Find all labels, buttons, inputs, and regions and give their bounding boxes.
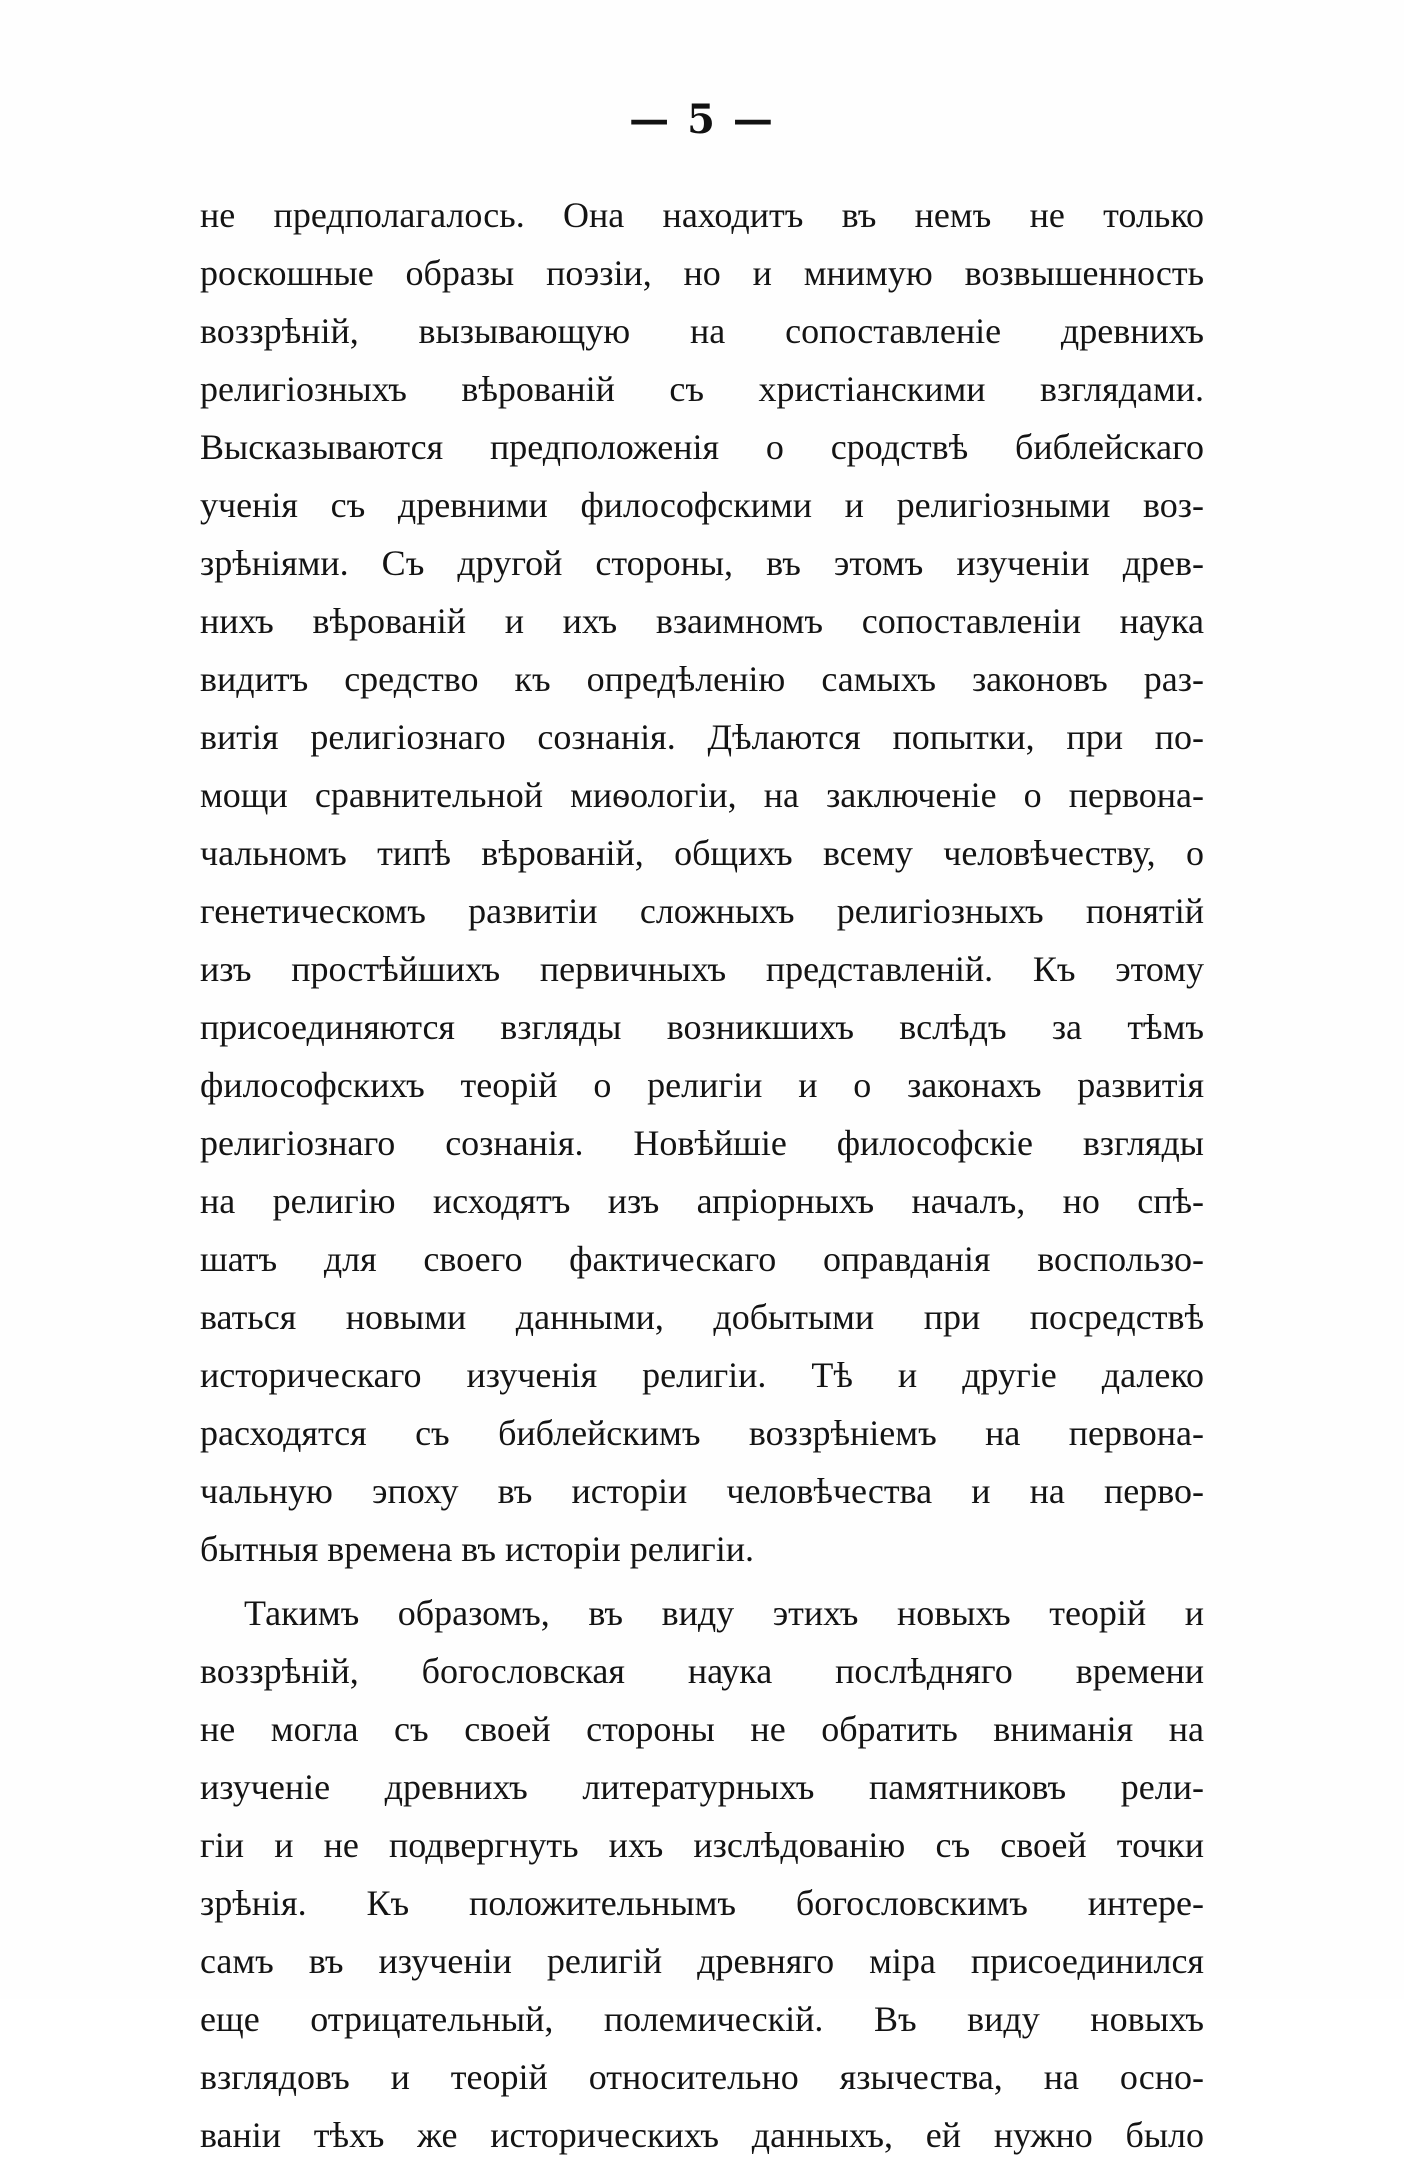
text-line: изъ простѣйшихъ первичныхъ представленій. Къ этому <box>200 949 1204 989</box>
paragraph-2 <box>200 1584 1204 2164</box>
text-line: генетическомъ развитіи сложныхъ религіозныхъ понятій <box>200 891 1204 931</box>
text-line: ваніи тѣхъ же историческихъ данныхъ, ей нужно было <box>200 2115 1204 2155</box>
text-line: шатъ для своего фактическаго оправданія воспользо- <box>200 1239 1204 1279</box>
text-line: еще отрицательный, полемическій. Въ виду новыхъ <box>200 1999 1204 2039</box>
text-line: мощи сравнительной миѳологіи, на заключеніе о первона- <box>200 775 1204 815</box>
body-text <box>200 186 1204 2164</box>
text-line: не предполагалось. Она находитъ въ немъ не только <box>200 195 1204 235</box>
text-line: не могла съ своей стороны не обратить вниманія на <box>200 1709 1204 1749</box>
text-line: Высказываются предположенія о сродствѣ библейскаго <box>200 427 1204 467</box>
text-line: самъ въ изученіи религій древняго міра присоединился <box>200 1941 1204 1981</box>
text-line: воззрѣній, вызывающую на сопоставленіе древнихъ <box>200 311 1204 351</box>
text-line: витія религіознаго сознанія. Дѣлаются попытки, при по- <box>200 717 1204 757</box>
text-line: ученія съ древними философскими и религіозными воз- <box>200 485 1204 525</box>
text-line: зрѣніями. Съ другой стороны, въ этомъ изученіи древ- <box>200 543 1204 583</box>
text-line: изученіе древнихъ литературныхъ памятниковъ рели- <box>200 1767 1204 1807</box>
text-line: гіи и не подвергнуть ихъ изслѣдованію съ своей точки <box>200 1825 1204 1865</box>
text-line: философскихъ теорій о религіи и о законахъ развитія <box>200 1065 1204 1105</box>
text-line: чальную эпоху въ исторіи человѣчества и на перво- <box>200 1471 1204 1511</box>
text-line: религіознаго сознанія. Новѣйшіе философскіе взгляды <box>200 1123 1204 1163</box>
text-line: историческаго изученія религіи. Тѣ и другіе далеко <box>200 1355 1204 1395</box>
page-number: — 5 — <box>629 96 775 143</box>
text-line: зрѣнія. Къ положительнымъ богословскимъ интере- <box>200 1883 1204 1923</box>
text-line: чальномъ типѣ вѣрованій, общихъ всему человѣчеству, о <box>200 833 1204 873</box>
text-line: расходятся съ библейскимъ воззрѣніемъ на первона- <box>200 1413 1204 1453</box>
text-line: бытныя времена въ исторіи религіи. <box>200 1529 754 1569</box>
paragraph-1 <box>200 186 1204 1578</box>
text-line: роскошные образы поэзіи, но и мнимую возвышенность <box>200 253 1204 293</box>
text-line: Такимъ образомъ, въ виду этихъ новыхъ теорій и <box>244 1593 1204 1633</box>
text-line: воззрѣній, богословская наука послѣдняго времени <box>200 1651 1204 1691</box>
text-line: ваться новыми данными, добытыми при посредствѣ <box>200 1297 1204 1337</box>
text-line: взглядовъ и теорій относительно язычества, на осно- <box>200 2057 1204 2097</box>
text-line: на религію исходятъ изъ апріорныхъ началъ, но спѣ- <box>200 1181 1204 1221</box>
text-line: видитъ средство къ опредѣленію самыхъ законовъ раз- <box>200 659 1204 699</box>
text-line: присоединяются взгляды возникшихъ вслѣдъ за тѣмъ <box>200 1007 1204 1047</box>
text-line: религіозныхъ вѣрованій съ христіанскими взглядами. <box>200 369 1204 409</box>
text-line: нихъ вѣрованій и ихъ взаимномъ сопоставленіи наука <box>200 601 1204 641</box>
